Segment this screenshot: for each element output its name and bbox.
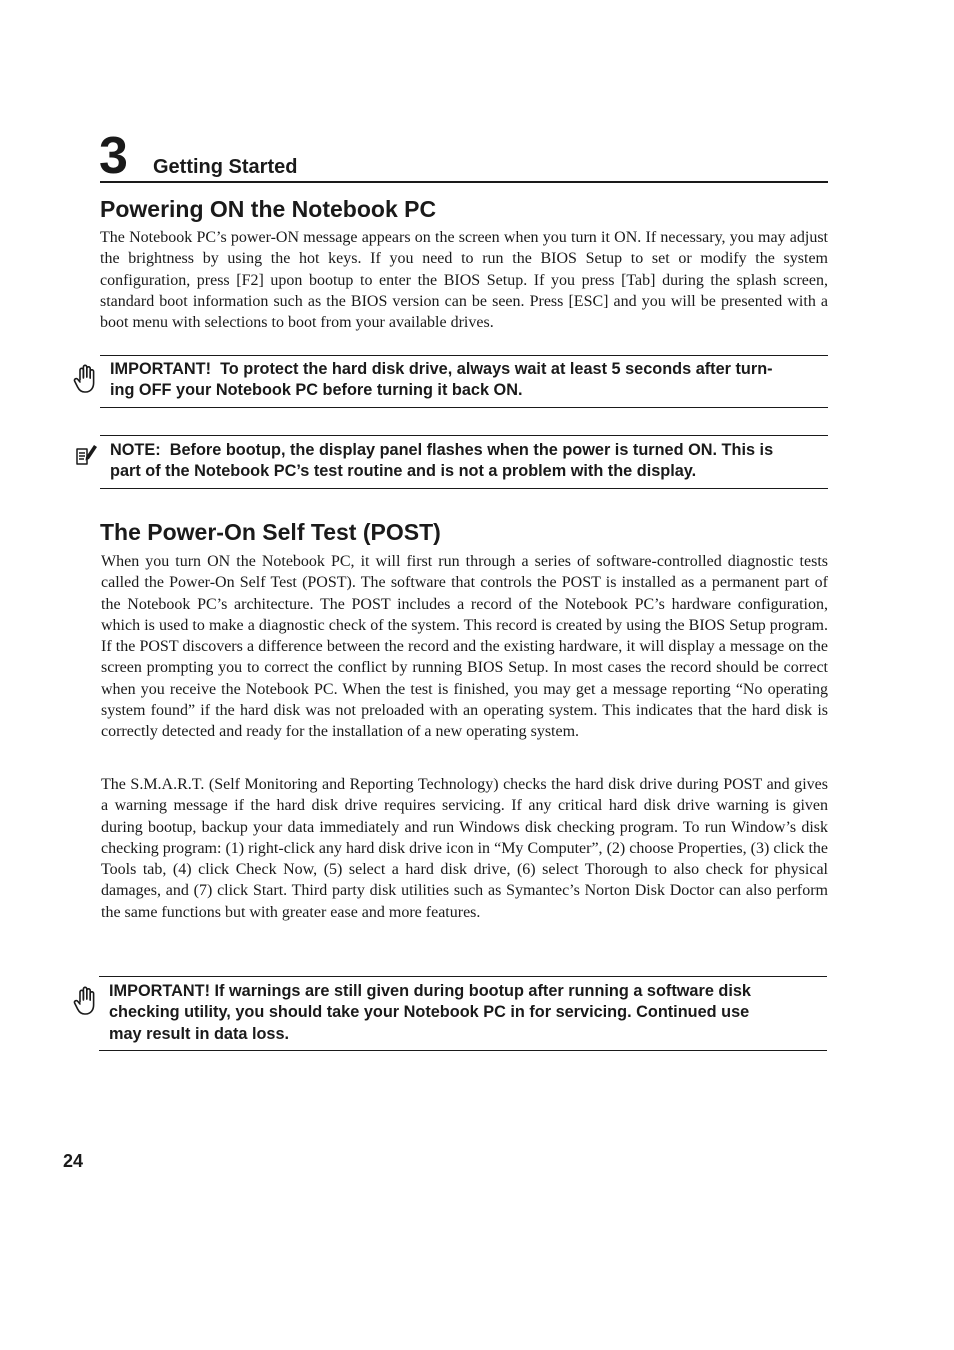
important-label: IMPORTANT! — [109, 982, 210, 1000]
page-number: 24 — [63, 1151, 84, 1171]
important-line-1: To protect the hard disk drive, always wait at least 5 seconds after turn- — [220, 360, 773, 378]
chapter-rule — [100, 181, 828, 183]
important-line-2: ing OFF your Notebook PC before turning it back ON. — [110, 381, 523, 400]
note-label: NOTE: — [110, 441, 161, 459]
chapter-title: Getting Started — [153, 156, 298, 178]
section-paragraph-post-2: The S.M.A.R.T. (Self Monitoring and Reporting Technology) checks the hard disk drive during POST and gives a warning message if the hard disk drive requires servicing. If any critical hard disk drive warning is given during bootup, backup your data immediately and run Windows disk checking program. To run Window’s disk checking program: (1) right-click any hard disk drive icon in “My Computer”, (2) choose Properties, (3) click the Tools tab, (4) click Check Now, (5) select a hard disk drive, (6) select Thorough to also check for physical damages, and (7) click Start. Third party disk utilities such as Symantec’s Norton Disk Doctor can also perform the same functions but with greater ease and more features. — [101, 776, 828, 921]
important-label: IMPORTANT! — [110, 360, 211, 378]
section-paragraph: The Notebook PC’s power-ON message appears on the screen when you turn it ON. If necessary, you may adjust the brightness by using the hot keys. If you need to run the BIOS Setup to set or modify the system configuration, press [F2] upon bootup to enter the BIOS Setup. If you press [Tab] during the splash screen, standard boot information such as the BIOS version can be seen. Press [ESC] and you will be presented with a boot menu with selections to boot from your available drives. — [100, 229, 828, 332]
important-notice-2-text — [109, 981, 827, 1045]
note-line-1: Before bootup, the display panel flashes when the power is turned ON. This is — [169, 441, 774, 459]
important-2-line-2: checking utility, you should take your Notebook PC in for servicing. Continued use — [109, 1003, 750, 1022]
important-2-line-3: may result in data loss. — [109, 1024, 290, 1043]
note-text — [110, 440, 828, 483]
chapter-number: 3 — [99, 127, 128, 185]
section-paragraph-post-1: When you turn ON the Notebook PC, it will first run through a series of software-controlled diagnostic tests called the Power-On Self Test (POST). The software that controls the POST is installed as a permanent part of the Notebook PC’s architecture. The POST includes a record of the Notebook PC’s hardware configuration, which is used to make a diagnostic check of the system. This record is created by using the BIOS Setup program. If the POST discovers a difference between the record and the existing hardware, it will display a message on the screen prompting you to correct the conflict by running BIOS Setup. In most cases the record should be correct when you receive the Notebook PC. When the test is finished, you may get a message reporting “No operating system found” if the hard disk was not preloaded with an operating system. This indicates that the hard disk is correctly detected and ready for the installation of a new operating system. — [101, 553, 828, 741]
note-line-2: part of the Notebook PC’s test routine and is not a problem with the display. — [110, 462, 697, 481]
note-pencil-icon — [74, 441, 98, 467]
important-notice-text — [110, 359, 828, 402]
hand-icon — [73, 363, 99, 395]
section-heading-post: The Power-On Self Test (POST) — [100, 519, 441, 545]
hand-icon — [73, 985, 99, 1017]
section-heading-powering-on: Powering ON the Notebook PC — [100, 196, 437, 222]
important-2-line-1: If warnings are still given during bootup after running a software disk — [214, 982, 751, 1000]
